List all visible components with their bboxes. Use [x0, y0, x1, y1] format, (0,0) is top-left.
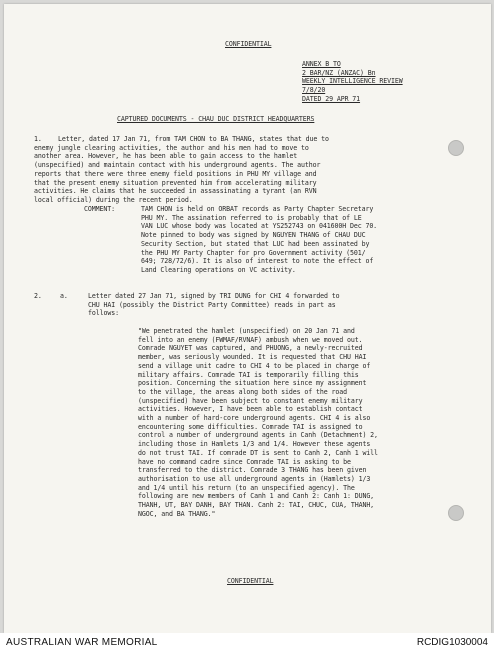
text-line: have no command cadre since Comrade TAI is asking to be	[138, 457, 351, 466]
text-line: (unspecified) have been subject to constant enemy military	[138, 396, 363, 405]
para2-sub: a.	[60, 292, 68, 300]
text-line: to the village, the areas along both sides of the road	[138, 387, 347, 396]
text-line: and 1/4 until his return (to an unspecified agency). The	[138, 483, 355, 492]
text-line: including those in Hamlets 1/3 and 1/4. However these agents	[138, 440, 371, 449]
text-line: control a number of underground agents in Canh (Detachment) 2,	[138, 431, 378, 440]
text-line: "We penetrated the hamlet (unspecified) on 20 Jan 71 and	[138, 327, 355, 335]
para1-number: 1.	[34, 135, 42, 143]
text-line: following are new members of Canh 1 and Canh 2: Canh 1: DUNG,	[138, 492, 375, 501]
punch-hole-top	[448, 140, 464, 156]
text-line: VAN LUC whose body was located at YS252743 on 041600H Dec 70.	[141, 222, 378, 231]
text-line: with a number of hard-core underground agents. CHI 4 is also	[138, 414, 371, 423]
text-line: send a village unit cadre to CHI 4 to be placed in charge of	[138, 361, 371, 370]
text-line: Letter, dated 17 Jan 71, from TAM CHON to BA THANG, states that due to	[58, 135, 329, 143]
annex-line: DATED 29 APR 71	[302, 94, 361, 103]
text-line: THANH, UT, BAY DANH, BAY THAN. Canh 2: TAI, CHUC, CUA, THANH,	[138, 501, 375, 510]
classification-bottom: CONFIDENTIAL	[227, 577, 274, 585]
text-line: Security Section, but stated that LUC had been assinated by	[141, 239, 370, 248]
text-line: reports that there were three enemy field positions in PHU MY village and	[34, 169, 317, 178]
archive-reference: RCDIG1030004	[416, 637, 488, 648]
para2-number: 2.	[34, 292, 42, 300]
text-line: Comrade NGUYET was captured, and PHUONG, a newly-recruited	[138, 344, 363, 353]
text-line: Letter dated 27 Jan 71, signed by TRI DUNG for CHI 4 forwarded to	[88, 292, 340, 300]
text-line: transferred to the district. Comrade 3 THANG has been given	[138, 466, 367, 475]
archive-source: AUSTRALIAN WAR MEMORIAL	[6, 637, 158, 648]
text-line: 649; 728/72/6). It is also of interest to note the effect of	[141, 257, 374, 266]
text-line: encountering some difficulties. Comrade TAI is assigned to	[138, 422, 363, 431]
text-line: Note pinned to body was signed by NGUYEN THANG of CHAU DUC	[141, 231, 366, 240]
para2-body	[88, 292, 340, 318]
text-line: the PHU MY Party Chapter for pro Government activity (501/	[141, 248, 366, 257]
text-line: Land Clearing operations on VC activity.	[141, 265, 296, 274]
text-line: TAM CHON is held on ORBAT records as Party Chapter Secretary	[141, 205, 374, 213]
punch-hole-bottom	[448, 505, 464, 521]
text-line: activities. However, I have been able to establish contact	[138, 405, 363, 414]
para1-body	[34, 135, 329, 205]
annex-line: ANNEX B TO	[302, 60, 341, 68]
text-line: do not trust TAI. If comrade DT is sent to Canh 2, Canh 1 will	[138, 448, 378, 457]
text-line: activities. He claims that he succeeded in assassinating a tyrant (an RVN	[34, 187, 317, 196]
text-line: that the present enemy situation prevented him from accelerating military	[34, 178, 317, 187]
text-line: military affairs. Comrade TAI is temporarily filling this	[138, 370, 359, 379]
text-line: follows:	[88, 309, 119, 318]
quote-body	[138, 327, 378, 518]
text-line: authorisation to use all underground agents in (Hamlets) 1/3	[138, 474, 371, 483]
comment-body	[141, 205, 377, 275]
text-line: enemy jungle clearing activities, the author and his men had to move to	[34, 143, 309, 152]
annex-line: 2 BAR/NZ (ANZAC) Bn	[302, 68, 376, 77]
text-line: another area. However, he has been able to gain access to the hamlet	[34, 152, 298, 161]
annex-line: WEEKLY INTELLIGENCE REVIEW	[302, 77, 403, 86]
text-line: (unspecified) and maintain contact with his underground agents. The author	[34, 161, 321, 170]
text-line: member, was seriously wounded. It is requested that CHU HAI	[138, 353, 367, 362]
text-line: PHU MY. The assination referred to is probably that of LE	[141, 213, 362, 222]
annex-line: 7/8/20	[302, 86, 326, 95]
text-line: NGOC, and BA THANG."	[138, 509, 216, 518]
text-line: CHU HAI (possibly the District Party Committee) reads in part as	[88, 300, 336, 309]
annex-block	[302, 60, 403, 104]
classification-top: CONFIDENTIAL	[225, 40, 272, 48]
comment-label: COMMENT:	[84, 205, 115, 213]
text-line: fell into an enemy (FWMAF/RVNAF) ambush when we moved out.	[138, 335, 363, 344]
text-line: position. Concerning the situation here since my assignment	[138, 379, 367, 388]
document-page	[4, 4, 491, 633]
archive-footer	[0, 633, 494, 653]
text-line: local official) during the recent period.	[34, 195, 193, 204]
section-title: CAPTURED DOCUMENTS - CHAU DUC DISTRICT HEADQUARTERS	[117, 115, 315, 123]
